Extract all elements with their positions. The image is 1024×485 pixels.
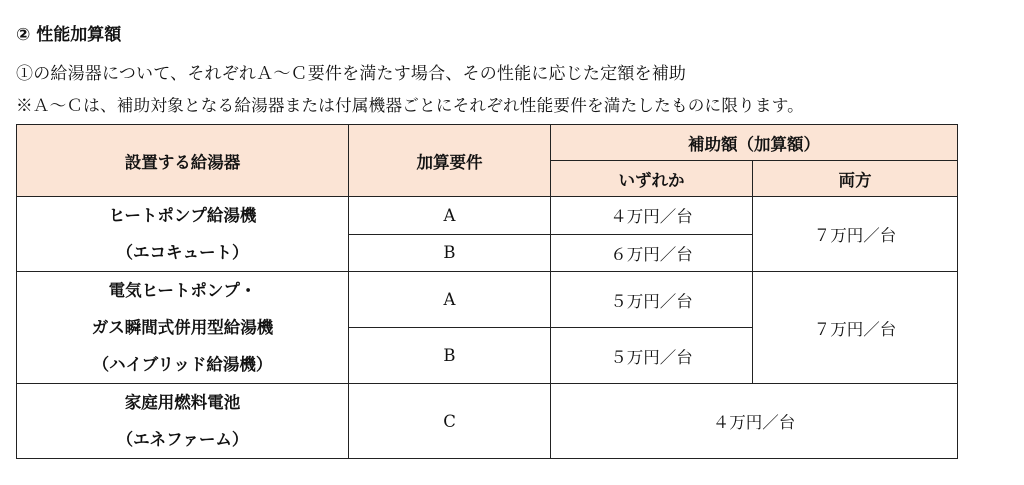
amount-both-cell: ７万円／台: [753, 272, 958, 384]
device-name-sub: （エコキュート）: [116, 243, 249, 262]
device-name: 家庭用燃料電池: [124, 393, 241, 412]
description-line: ①の給湯器について、それぞれＡ～Ｃ要件を満たす場合、その性能に応じた定額を補助: [16, 64, 687, 84]
amount-cell: ５万円／台: [551, 328, 753, 384]
device-ecocute: [17, 197, 349, 272]
requirement-cell: B: [349, 234, 551, 272]
amount-both-cell: ７万円／台: [753, 197, 958, 272]
device-name-sub: （ハイブリッド給湯機）: [92, 355, 273, 374]
header-device: 設置する給湯器: [17, 125, 349, 197]
subsidy-table: [16, 124, 958, 459]
requirement-cell: C: [349, 384, 551, 459]
header-subsidy: 補助額（加算額）: [551, 125, 958, 161]
section-heading: ② 性能加算額: [16, 25, 122, 45]
header-both: 両方: [753, 161, 958, 197]
amount-cell: ６万円／台: [551, 234, 753, 272]
device-name-sub: （エネファーム）: [116, 430, 249, 449]
amount-cell: ５万円／台: [551, 272, 753, 328]
note-line: ※Ａ～Ｃは、補助対象となる給湯器または付属機器ごとにそれぞれ性能要件を満たしたものに限ります。: [16, 96, 804, 115]
device-name-mid: ガス瞬間式併用型給湯機: [91, 318, 274, 337]
requirement-cell: A: [349, 272, 551, 328]
header-either: いずれか: [551, 161, 753, 197]
device-name: 電気ヒートポンプ・: [108, 281, 257, 300]
requirement-cell: B: [349, 328, 551, 384]
device-name: ヒートポンプ給湯機: [108, 206, 257, 225]
device-enefarm: [17, 384, 349, 459]
amount-cell: ４万円／台: [551, 384, 958, 459]
requirement-cell: A: [349, 197, 551, 235]
device-hybrid: [17, 272, 349, 384]
header-requirement: 加算要件: [349, 125, 551, 197]
amount-cell: ４万円／台: [551, 197, 753, 235]
